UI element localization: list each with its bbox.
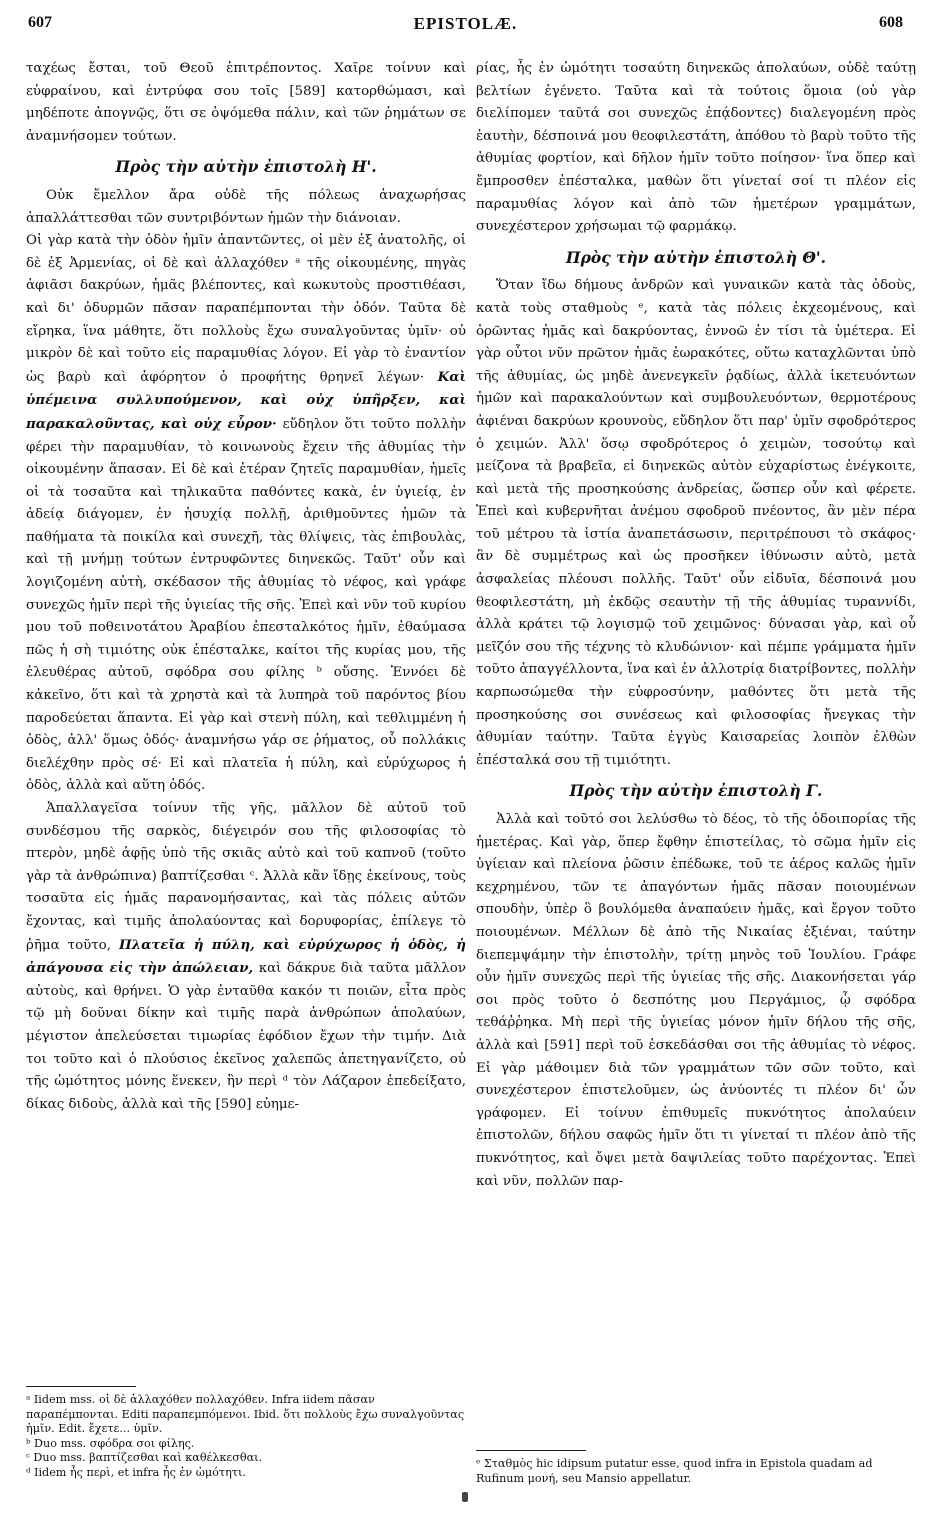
- body-paragraph: Ὅταν ἴδω δήμους ἀνδρῶν καὶ γυναικῶν κατὰ τὰς ὁδοὺς, κατὰ τοὺς σταθμοὺς ᵉ, κατὰ τὰς πόλεις ἐκχεομένους, καὶ ὁρῶντας ἡμᾶς καὶ δακρύοντας, ἐννοῶ ἐν τίσι τὰ ὑμέτερα. Εἰ γὰρ οὗτοι νῦν πρῶτον ἡμᾶς ἑωρακότες, οὕτω καταχλῶνται ὑπὸ τῆς ἀθυμίας, ὡς μηδὲ ἀνενεγκεῖν ῥᾳδίως, ἀλλὰ ἱκετευόντων ἡμῶν καὶ παρακαλούντων καὶ συμβουλευόντων, θερμοτέρους ἀφιέναι δακρύων κρουνοὺς, εὔδηλον ὅτι παρ' ὑμῖν σφοδρότερος ὁ χειμών. Ἀλλ' ὅσῳ σφοδρότερος ὁ χειμὼν, τοσούτῳ καὶ μείζονα τὰ βραβεῖα, εἰ διηνεκῶς αὐτὸν εὐχαρίστως ἐνέγκοιτε, καὶ μετὰ τῆς προσηκούσης ἀνδρείας, ὥσπερ οὖν καὶ φέρετε. Ἐπεὶ καὶ κυβερνῆται ἀνέμου σφοδροῦ πνέοντος, ἂν μὲν πέρα τοῦ μέτρου τὰ ἱστία ἀναπετάσωσιν, περιτρέπουσι τὸ σκάφος· ἂν δὲ συμμέτρως καὶ ὡς προσῆκεν ἰθύνωσιν αὐτὸ, μετὰ ἀσφαλείας πλέουσι πολλῆς. Ταῦτ' οὖν εἰδυῖα, δέσποινά μου θεοφιλεστάτη, μὴ ἐκδῷς σεαυτὴν τῇ τῆς ἀθυμίας τυραννίδι, ἀλλὰ κράτει τῷ λογισμῷ τοῦ χειμῶνος· δύνασαι γὰρ, καὶ οὗ μεῖζόν σου τῆς τέχνης τὸ κλυδώνιον· καὶ πέμπε γράμματα ἡμῖν τοῦτο ἀπαγγέλλοντα, ἵνα καὶ ἐν ἀλλοτρίᾳ διατρίβοντες, πολλὴν καρπωσώμεθα τὴν εὐφροσύνην, μαθόντες ὅτι μετὰ τῆς προσηκούσης σοι συνέσεως καὶ φιλοσοφίας ἤνεγκας τὴν ἀθυμίαν ταύτην. Ταῦτα ἐγγὺς Καισαρείας λοιπὸν ἐλθὼν ἐπέσταλκά σου τῇ τιμιότητι.: [476, 278, 916, 768]
- body-text: Οἱ γὰρ κατὰ τὴν ὁδὸν ἡμῖν ἀπαντῶντες, οἱ μὲν ἐξ ἀνατολῆς, οἱ δὲ ἐξ Ἀρμενίας, οἱ δὲ καὶ ἀλλαχόθεν ᵃ τῆς οἰκουμένης, πηγὰς ἀφιᾶσι δακρύων, ἡμᾶς βλέποντες, καὶ κωκυτοὺς προστιθέασι, καὶ δι' ὀδυρμῶν πᾶσαν παραπέμπονται τὴν ὁδόν. Ταῦτα δὲ εἴρηκα, ἵνα μάθητε, ὅτι πολλοὺς ἔχω συναλγοῦντας ὑμῖν· οὐ μικρὸν δὲ καὶ τοῦτο εἰς παραμυθίας λόγον. Εἰ γὰρ τὸ ἐναντίον ὡς βαρὺ καὶ ἀφόρητον ὁ προφήτης θρηνεῖ λέγων·: [26, 233, 466, 385]
- footnote-rule: [26, 1386, 136, 1387]
- footnote-e: ᵉ Σταθμὸς hic idipsum putatur esse, quod infra in Epistola quadam ad Rufinum μονή, seu Mansio appellatur.: [476, 1457, 873, 1485]
- footnote-d: ᵈ Iidem ἧς περὶ, et infra ἧς ἐν ὠμότητι.: [26, 1465, 246, 1479]
- footnotes-left: [26, 1376, 466, 1480]
- scripture-quote: Καὶ ὑπέμεινα συλλυπούμενον, καὶ οὐχ ὑπῆρξεν, καὶ παρακαλοῦντας, καὶ οὐχ εὗρον·: [26, 368, 467, 432]
- footnote-rule: [476, 1450, 586, 1451]
- footnote-c: ᶜ Duo mss. βαπτίζεσθαι καὶ καθέλκεσθαι.: [26, 1451, 263, 1464]
- body-paragraph: Ἀλλὰ καὶ τοῦτό σοι λελύσθω τὸ δέος, τὸ τῆς ὁδοιπορίας τῆς ἡμετέρας. Καὶ γὰρ, ὅπερ ἔφθην ἐπιστείλας, τὸ σῶμα ἡμῖν εἰς ὑγίειαν καὶ πλείονα ῥῶσιν ἐπέδωκε, τοῦ τε ἀέρος καλῶς ἡμῖν κεχρημένου, τῶν τε ἀπαγόντων ἡμᾶς πᾶσαν ποιουμένων σπουδὴν, ὑπὲρ ὃ βουλόμεθα ἀναπαύειν ἡμᾶς, καὶ ἔργον τοῦτο ποιουμένων. Μέλλων δὲ ἀπὸ τῆς Νικαίας ἐξιέναι, ταύτην διεπεμψάμην τὴν ἐπιστολὴν, τρίτῃ μηνὸς τοῦ Ἰουλίου. Γράφε οὖν ἡμῖν συνεχῶς περὶ τῆς ὑγιείας τῆς σῆς. Διακονήσεται γάρ σοι πρὸς τοῦτο ὁ δεσπότης μου Περγάμιος, ᾧ σφόδρα τεθάῤῥηκα. Μὴ περὶ τῆς ὑγιείας μόνον ἡμῖν δήλου τῆς σῆς, ἀλλὰ καὶ [591] περὶ τοῦ ἐσκεδάσθαι σοι τῆς ἀθυμίας τὸ νέφος. Εἰ γὰρ μάθοιμεν διὰ τῶν γραμμάτων τῶν σῶν τοῦτο, καὶ συνεχέστερον ἐπιστελοῦμεν, ὡς ἀνύοντές τι πλέον δι' ὧν γράφομεν. Εἰ τοίνυν ἐπιθυμεῖς πυκνότητος ἀπολαύειν ἐπιστολῶν, δήλου σαφῶς ἡμῖν ὅτι τι γίνεταί τι πλέον ἀπὸ τῆς πυκνότητος, καὶ ὄψει μετὰ δαψιλείας τοῦτο παρέχοντας. Ἐπεὶ καὶ νῦν, πολλῶν παρ-: [476, 812, 916, 1189]
- letter-heading-9: Πρὸς τὴν αὐτὴν ἐπιστολὴ Θ'.: [565, 247, 827, 267]
- page-header: [0, 14, 931, 44]
- page-number-left: 607: [28, 14, 52, 31]
- page-number-right: 608: [879, 14, 903, 31]
- footnote-a: ᵃ Iidem mss. οἱ δὲ ἀλλαχόθεν πολλαχόθεν. Infra iidem πᾶσαν παραπέμπονται. Editi παραπεμπόμενοι. Ibid. ὅτι πολλοὺς ἔχω συναλγοῦντας ἡμῖν. Edit. ἔχετε... ὑμῖν.: [26, 1393, 465, 1435]
- body-text: καὶ δάκρυε διὰ ταῦτα μᾶλλον αὐτοὺς, καὶ θρήνει. Ὁ γὰρ ἐνταῦθα κακόν τι ποιῶν, εἶτα πρὸς τῷ μὴ δοῦναι δίκην καὶ τιμῆς παρὰ ἀνθρώπων ἀπολαύων, μέγιστον ἀπελεύσεται τιμωρίας ἐφόδιον ἔχων τὴν τιμήν. Διὰ τοι τοῦτο καὶ ὁ πλούσιος ἐκεῖνος χαλεπῶς ἀπετηγανίζετο, οὐ τῆς ὠμότητος μόνης ἕνεκεν, ἣν περὶ ᵈ τὸν Λάζαρον ἐπεδείξατο, δίκας διδοὺς, ἀλλὰ καὶ τῆς [590] εὐημε-: [26, 961, 466, 1112]
- scripture-quote: Πλατεῖα ἡ πύλη, καὶ εὐρύχωρος ἡ ὁδὸς, ἡ ἀπάγουσα εἰς τὴν ἀπώλειαν,: [26, 936, 466, 977]
- running-title: EPISTOLÆ.: [413, 14, 518, 33]
- footnote-b: ᵇ Duo mss. σφόδρα σοι φίλης.: [26, 1436, 195, 1450]
- ink-mark: [462, 1492, 468, 1502]
- footnotes-right: [476, 1440, 916, 1486]
- body-text: εὔδηλον ὅτι τοῦτο πολλὴν φέρει τὴν παραμυθίαν, τὸ κοινωνοὺς ἔχειν τῆς ἀθυμίας τὴν οἰκουμένην ἅπασαν. Εἰ δὲ καὶ ἑτέραν ζητεῖς παραμυθίαν, ἡμεῖς οἱ τὰ τοσαῦτα καὶ τηλικαῦτα παθόντες κακὰ, ἐν ὑγιείᾳ, ἐν ἀδείᾳ διάγομεν, ἐν ἡσυχίᾳ πολλῇ, ἀριθμοῦντες ἡμῶν τὰ παθήματα τὰ ποικίλα καὶ συνεχῆ, τὰς θλίψεις, τὰς ἐπιβουλὰς, καὶ τῇ μνήμῃ τούτων ἐντρυφῶντες διηνεκῶς. Ταῦτ' οὖν καὶ λογιζομένη αὐτὴ, σκέδασον τῆς ἀθυμίας τὸ νέφος, καὶ γράφε συνεχῶς ἡμῖν περὶ τῆς ὑγιείας τῆς σῆς. Ἐπεὶ καὶ νῦν τοῦ κυρίου μου τοῦ ποθεινοτάτου Ἀραβίου ἐπεσταλκότος ἡμῖν, ἐθαύμασα πῶς ἡ σὴ τιμιότης οὐκ ἐπέσταλκε, καίτοι τῆς κυρίας μου, τῆς ἐλευθέρας αὐτοῦ, σφόδρα σου φίλης ᵇ οὔσης. Ἐννόει δὲ κἀκεῖνο, ὅτι καὶ τὰ χρηστὰ καὶ τὰ λυπηρὰ τοῦ παρόντος βίου παροδεύεται ἅπαντα. Εἰ γὰρ καὶ στενὴ πύλη, καὶ τεθλιμμένη ἡ ὁδὸς, ἀλλ' ὅμως ὁδός· ἀναμνήσω γάρ σε ῥήματος, οὗ πολλάκις διελέχθην πρὸς σέ· Εἰ καὶ πλατεῖα ἡ πύλη, καὶ εὐρύχωρος ἡ ὁδὸς, ἀλλὰ καὶ αὕτη ὁδός.: [26, 416, 467, 794]
- left-column: [26, 58, 466, 1116]
- letter-heading-10: Πρὸς τὴν αὐτὴν ἐπιστολὴ Γ.: [569, 781, 823, 801]
- body-paragraph-group: [26, 798, 466, 1116]
- body-paragraph-group: [26, 230, 466, 798]
- opening-paragraph: ταχέως ἔσται, τοῦ Θεοῦ ἐπιτρέποντος. Χαῖρε τοίνυν καὶ εὐφραίνου, καὶ ἐντρύφα σου τοῖς [589] κατορθώμασι, καὶ μηδέποτε ἀπογνῷς, ὅτι σε ὀψόμεθα πάλιν, καὶ τῶν ῥημάτων σε ἀναμνήσομεν τούτων.: [26, 61, 466, 144]
- body-paragraph: Οὐκ ἔμελλον ἄρα οὐδὲ τῆς πόλεως ἀναχωρήσας ἀπαλλάττεσθαι τῶν συντριβόντων ἡμῶν τὴν διάνοιαν.: [26, 187, 466, 226]
- letter-heading-8: Πρὸς τὴν αὐτὴν ἐπιστολὴ Η'.: [115, 157, 377, 177]
- body-text: Ἀπαλλαγεῖσα τοίνυν τῆς γῆς, μᾶλλον δὲ αὐτοῦ τοῦ συνδέσμου τῆς σαρκὸς, διέγειρόν σου τῆς φιλοσοφίας τὸ πτερὸν, μηδὲ ἀφῇς ὑπὸ τῆς σκιᾶς αὐτὸ καὶ τοῦ καπνοῦ (τοῦτο γὰρ τὰ ἀνθρώπινα) βαπτίζεσθαι ᶜ. Ἀλλὰ κἂν ἴδῃς ἐκείνους, τοὺς τοσαῦτα εἰς ἡμᾶς παρανομήσαντας, καὶ τὰς πόλεις αὐτῶν ἔχοντας, καὶ τιμῆς ἀπολαύοντας καὶ δορυφορίας, ἐπίλεγε τὸ ῥῆμα τοῦτο,: [26, 801, 466, 953]
- right-column: [476, 58, 916, 1193]
- opening-paragraph: ρίας, ἧς ἐν ὠμότητι τοσαύτη διηνεκῶς ἀπολαύων, οὐδὲ ταύτῃ βελτίων ἐγένετο. Ταῦτα καὶ τὰ τούτοις ὅμοια (οὐ γὰρ διελίπομεν ταῦτά σοι συνεχῶς ἐπᾴδοντες) διαλεγομένη πρὸς ἑαυτὴν, δέσποινά μου θεοφιλεστάτη, ἀπόθου τὸ βαρὺ τοῦτο τῆς ἀθυμίας φορτίον, καὶ δῆλον ἡμῖν τοῦτο ποίησον· ἵνα ὅπερ καὶ ἔμπροσθεν ἐπέσταλκα, μαθὼν ὅτι γίνεταί σοί τι πλέον εἰς παραμυθίας λόγον καὶ ἀπὸ τῶν ἡμετέρων γραμμάτων, συνεχέστερον χρήσωμαι τῷ φαρμάκῳ.: [476, 61, 916, 235]
